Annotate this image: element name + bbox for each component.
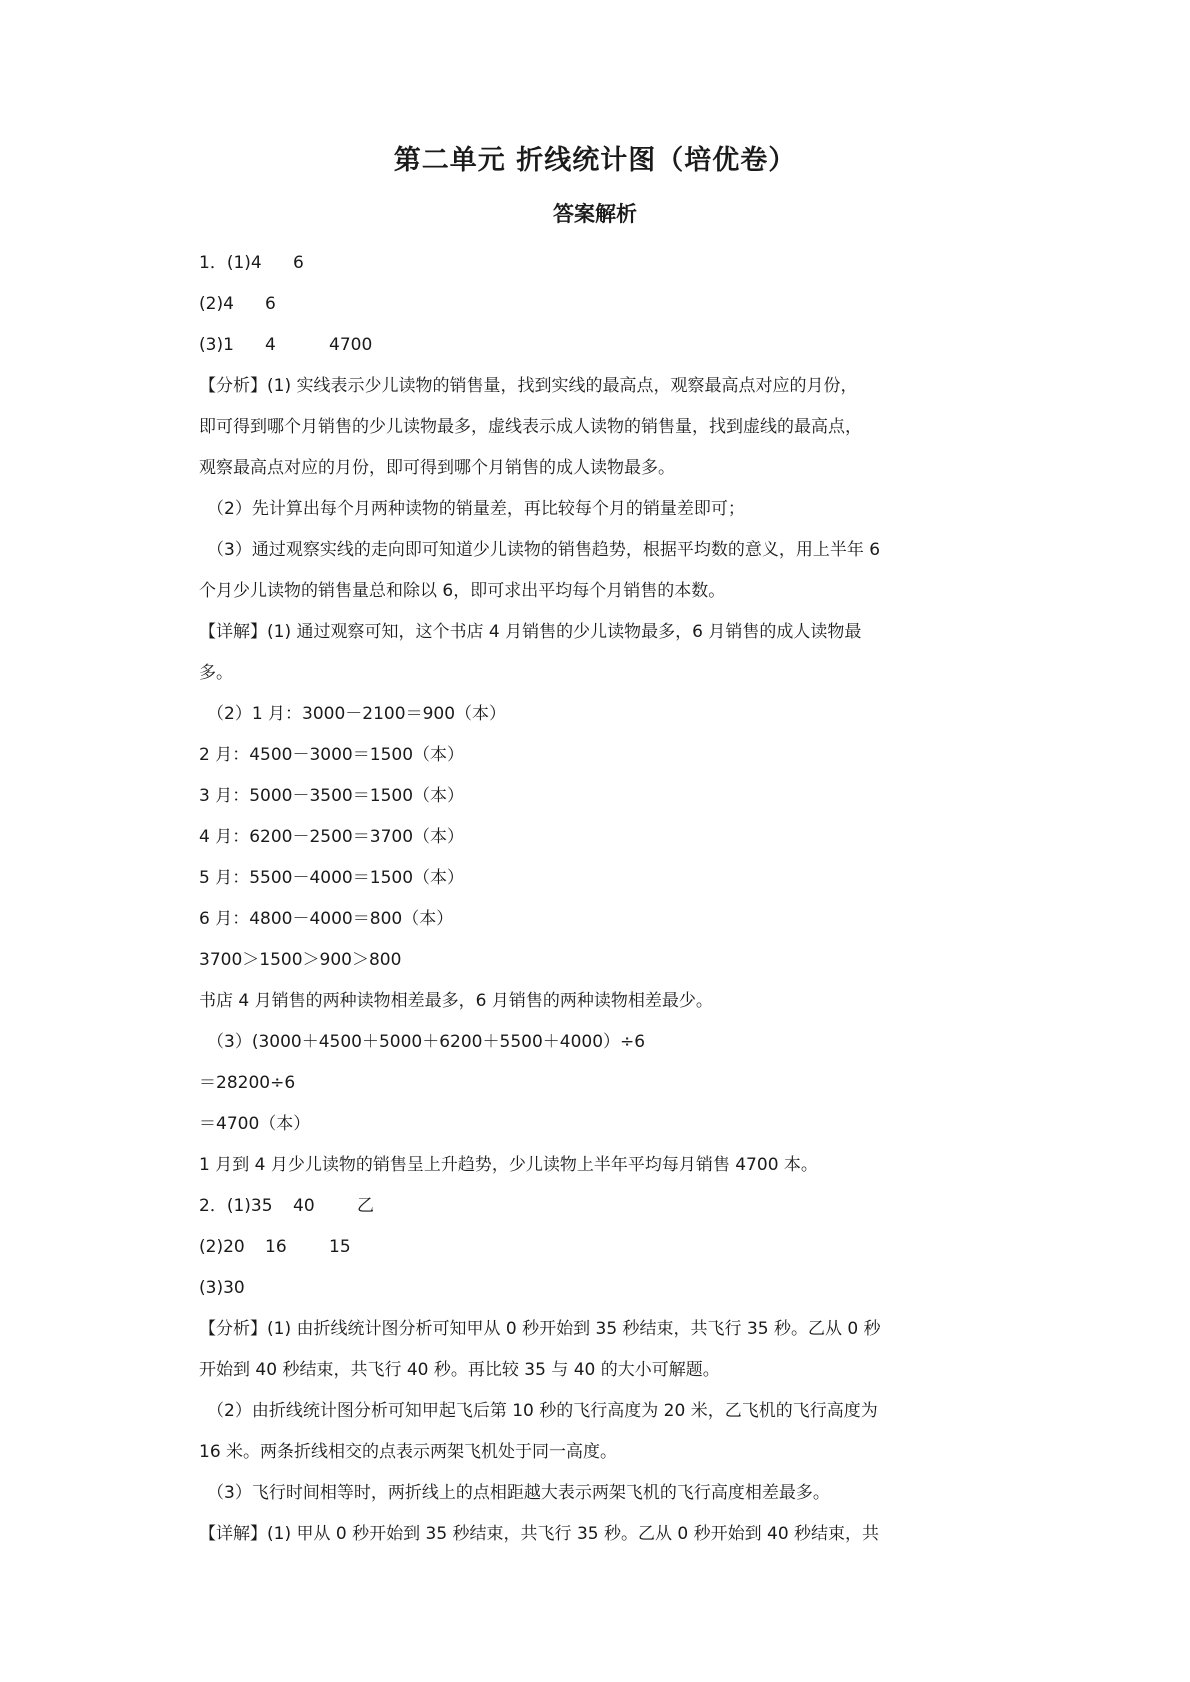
text-segment: （2）1 月：3000－2100＝900（本） <box>207 704 507 724</box>
text-segment: 6 <box>293 253 304 273</box>
text-segment: 3 月：5000－3500＝1500（本） <box>199 786 465 806</box>
text-segment: 书店 4 月销售的两种读物相差最多，6 月销售的两种读物相差最少。 <box>199 991 713 1011</box>
text-line <box>199 1391 1014 1432</box>
text-segment: 4 月：6200－2500＝3700（本） <box>199 827 465 847</box>
text-line <box>199 899 1014 940</box>
text-line <box>199 612 1014 653</box>
text-line <box>199 694 1014 735</box>
text-line <box>199 1145 1014 1186</box>
text-segment: （3）(3000＋4500＋5000＋6200＋5500＋4000）÷6 <box>207 1032 646 1052</box>
text-line <box>199 1227 1014 1268</box>
text-segment: （3）通过观察实线的走向即可知道少儿读物的销售趋势，根据平均数的意义，用上半年 6 <box>207 540 881 560</box>
text-line <box>199 776 1014 817</box>
text-segment: 6 <box>265 294 276 314</box>
text-line <box>199 1350 1014 1391</box>
text-segment: 个月少儿读物的销售量总和除以 6，即可求出平均每个月销售的本数。 <box>199 581 726 601</box>
text-line <box>199 243 1014 284</box>
text-segment: 16 <box>265 1237 287 1257</box>
text-segment: 3700＞1500＞900＞800 <box>199 950 402 970</box>
text-line <box>199 653 1014 694</box>
text-segment: 16 米。两条折线相交的点表示两架飞机处于同一高度。 <box>199 1442 618 1462</box>
text-line <box>199 325 1014 366</box>
text-segment: 乙 <box>357 1196 374 1216</box>
text-segment: 2 月：4500－3000＝1500（本） <box>199 745 465 765</box>
text-segment: 【详解】(1) 通过观察可知，这个书店 4 月销售的少儿读物最多，6 月销售的成人读物最 <box>199 622 862 642</box>
page-title: 第二单元 折线统计图（培优卷） <box>393 145 797 176</box>
text-segment: (2)20 <box>199 1237 245 1257</box>
text-line <box>199 1432 1014 1473</box>
text-line <box>199 448 1014 489</box>
text-segment: (3)1 <box>199 335 234 355</box>
text-line <box>199 530 1014 571</box>
text-segment: (3)30 <box>199 1278 245 1298</box>
text-line <box>199 858 1014 899</box>
page-subtitle: 答案解析 <box>553 202 637 226</box>
text-line <box>199 571 1014 612</box>
text-segment: 4700 <box>329 335 373 355</box>
text-segment: 15 <box>329 1237 351 1257</box>
text-line <box>199 1309 1014 1350</box>
text-line <box>199 489 1014 530</box>
text-line <box>199 735 1014 776</box>
text-line <box>199 1104 1014 1145</box>
text-segment: 2．(1)35 <box>199 1196 273 1216</box>
text-segment: (2)4 <box>199 294 234 314</box>
text-segment: 【分析】(1) 由折线统计图分析可知甲从 0 秒开始到 35 秒结束，共飞行 35 秒。乙从 0 秒 <box>199 1319 881 1339</box>
text-line <box>199 981 1014 1022</box>
text-line <box>199 1022 1014 1063</box>
text-segment: （2）由折线统计图分析可知甲起飞后第 10 秒的飞行高度为 20 米，乙飞机的飞行高度为 <box>207 1401 878 1421</box>
text-segment: （3）飞行时间相等时，两折线上的点相距越大表示两架飞机的飞行高度相差最多。 <box>207 1483 830 1503</box>
text-segment: 即可得到哪个月销售的少儿读物最多，虚线表示成人读物的销售量，找到虚线的最高点， <box>199 417 862 437</box>
text-line <box>199 940 1014 981</box>
text-line <box>199 366 1014 407</box>
text-line <box>199 1186 1014 1227</box>
text-line <box>199 1473 1014 1514</box>
text-segment: 5 月：5500－4000＝1500（本） <box>199 868 465 888</box>
answer-content <box>199 243 1014 1555</box>
text-segment: ＝4700（本） <box>199 1114 311 1134</box>
text-line <box>199 817 1014 858</box>
text-line <box>199 1268 1014 1309</box>
text-segment: ＝28200÷6 <box>199 1073 296 1093</box>
text-segment: 6 月：4800－4000＝800（本） <box>199 909 454 929</box>
text-segment: （2）先计算出每个月两种读物的销量差，再比较每个月的销量差即可； <box>207 499 745 519</box>
text-segment: 40 <box>293 1196 315 1216</box>
text-line <box>199 1514 1014 1555</box>
text-segment: 观察最高点对应的月份，即可得到哪个月销售的成人读物最多。 <box>199 458 675 478</box>
text-line <box>199 1063 1014 1104</box>
text-segment: 1 月到 4 月少儿读物的销售呈上升趋势，少儿读物上半年平均每月销售 4700 本。 <box>199 1155 818 1175</box>
text-line <box>199 407 1014 448</box>
text-segment: 开始到 40 秒结束，共飞行 40 秒。再比较 35 与 40 的大小可解题。 <box>199 1360 720 1380</box>
text-line <box>199 284 1014 325</box>
text-segment: 【分析】(1) 实线表示少儿读物的销售量，找到实线的最高点，观察最高点对应的月份， <box>199 376 858 396</box>
text-segment: 4 <box>265 335 276 355</box>
text-segment: 【详解】(1) 甲从 0 秒开始到 35 秒结束，共飞行 35 秒。乙从 0 秒开始到 40 秒结束，共 <box>199 1524 880 1544</box>
text-segment: 多。 <box>199 663 233 683</box>
text-segment: 1．(1)4 <box>199 253 262 273</box>
